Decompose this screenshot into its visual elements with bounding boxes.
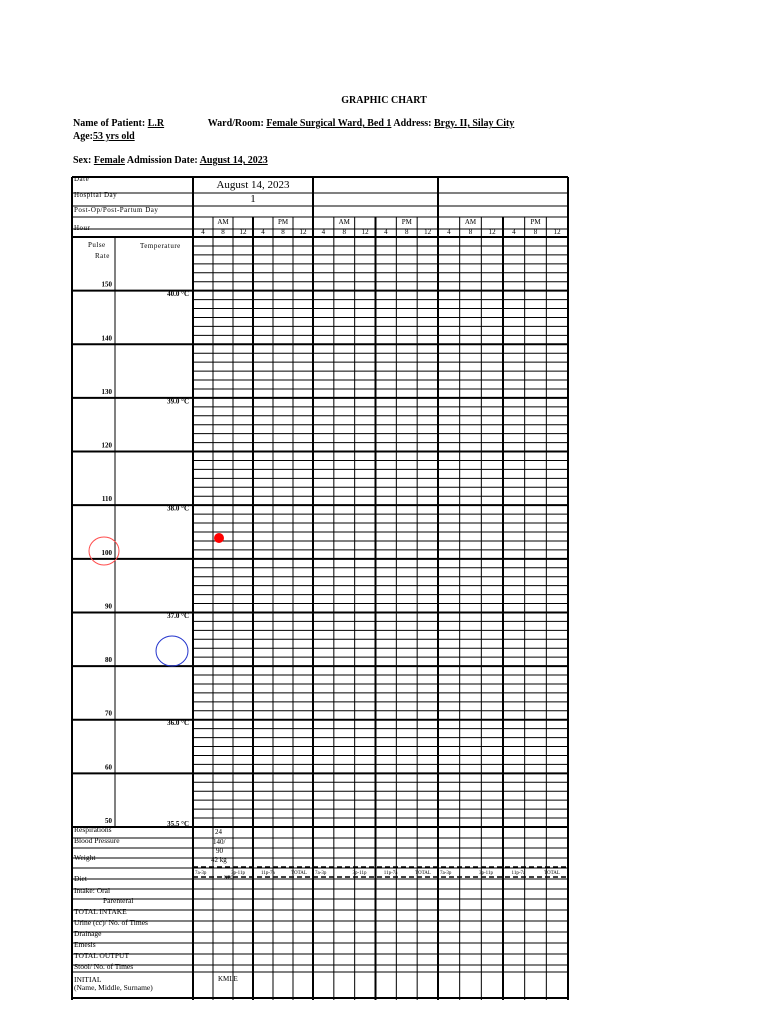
hour-tick-label: 4	[447, 228, 451, 236]
pulse-label: Pulse	[88, 241, 106, 249]
weight-value: 42 kg	[211, 856, 227, 864]
hour-tick-label: 8	[281, 228, 285, 236]
hour-tick-label: 12	[553, 228, 561, 236]
parenteral-label: Parenteral	[103, 896, 134, 905]
pm-label: PM	[530, 218, 541, 226]
shift-label: 11p-7a	[511, 871, 526, 876]
ward-label: Ward/Room:	[207, 118, 264, 129]
shift-label: 7a-3p	[440, 871, 452, 876]
temperature-label: Temperature	[140, 242, 181, 250]
address-label: Address:	[393, 118, 432, 129]
initial-sublabel: (Name, Middle, Surname)	[74, 983, 153, 992]
hour-tick-label: 4	[321, 228, 326, 236]
shift-label: 7a-3p	[315, 871, 327, 876]
age-label: Age:	[73, 131, 93, 142]
date-value: August 14, 2023	[216, 179, 290, 191]
bp-value-diastolic: 90	[216, 847, 223, 855]
hour-tick-label: 4	[261, 228, 265, 236]
shift-label: 7a-3p	[195, 871, 207, 876]
hour-tick-label: 8	[221, 228, 225, 236]
temperature-tick-label: 39.0 °C	[167, 397, 189, 406]
address-value: Brgy. II, Silay City	[434, 118, 515, 129]
hour-tick-label: 8	[533, 228, 538, 236]
blood-pressure-label: Blood Pressure	[74, 836, 120, 845]
pulse-tick-label: 70	[105, 709, 112, 718]
shift-label: 3p-11p	[352, 871, 367, 876]
temperature-37-circle	[156, 636, 188, 666]
hour-tick-label: 12	[424, 228, 432, 236]
pulse-tick-label: 60	[105, 763, 112, 772]
age-value: 53 yrs old	[93, 131, 135, 142]
temperature-tick-label: 37.0 °C	[167, 611, 189, 620]
hospital-day-label: Hospital Day	[74, 191, 118, 199]
am-label: AM	[338, 218, 350, 226]
date-label: Date	[74, 175, 90, 183]
urine-label: Urine (cc)/ No. of Times	[74, 918, 148, 927]
resp-value: 24	[215, 828, 222, 836]
hour-tick-label: 12	[239, 228, 247, 236]
diet-value: NPO	[224, 876, 235, 881]
respirations-label: Respirations	[74, 825, 112, 834]
pulse-tick-label: 80	[105, 656, 112, 665]
pm-label: PM	[401, 218, 412, 226]
rate-label: Rate	[95, 252, 110, 260]
patient-name: L.R	[147, 118, 165, 129]
patient-name-label: Name of Patient:	[73, 118, 146, 129]
pulse-tick-label: 140	[101, 334, 112, 343]
shift-label: TOTAL	[544, 871, 560, 876]
temperature-tick-label: 36.0 °C	[167, 719, 189, 728]
pulse-tick-label: 90	[105, 602, 112, 611]
stool-label: Stool/ No. of Times	[74, 962, 134, 971]
temperature-tick-label: 40.0 °C	[167, 290, 189, 298]
intake-oral-label: Intake: Oral	[74, 886, 111, 895]
hour-label: Hour	[74, 224, 91, 232]
emesis-label: Emesis	[74, 940, 96, 949]
hour-tick-label: 4	[512, 228, 516, 236]
shift-label: TOTAL	[291, 871, 307, 876]
total-intake-label: TOTAL INTAKE	[74, 907, 127, 916]
pulse-reading-dot	[214, 533, 224, 543]
hour-tick-label: 12	[361, 228, 369, 236]
am-label: AM	[464, 218, 477, 226]
sex-label: Sex:	[73, 155, 92, 166]
pulse-tick-label: 130	[101, 387, 112, 396]
temperature-tick-label: 35.5 °C	[167, 820, 189, 828]
ward-value: Female Surgical Ward, Bed 1	[266, 118, 392, 129]
hospital-day-value: 1	[250, 193, 256, 205]
page-title: GRAPHIC CHART	[341, 95, 427, 106]
hour-tick-label: 4	[384, 228, 388, 236]
hour-tick-label: 12	[488, 228, 496, 236]
total-output-label: TOTAL OUTPUT	[74, 951, 130, 960]
diet-label: Diet	[74, 874, 87, 883]
pulse-tick-label: 120	[101, 441, 112, 450]
shift-label: 11p-7a	[383, 871, 398, 876]
pulse-tick-label: 150	[101, 280, 112, 289]
shift-label: TOTAL	[415, 871, 431, 876]
admission-value: August 14, 2023	[199, 155, 268, 166]
sex-value: Female	[93, 155, 125, 166]
bp-value-systolic: 140/	[213, 838, 226, 846]
am-label: AM	[217, 218, 229, 226]
initial-label: INITIAL	[74, 975, 102, 984]
weight-label: Weight	[74, 853, 96, 862]
hour-tick-label: 8	[468, 228, 473, 236]
initial-value: KMLE	[218, 975, 238, 983]
pulse-tick-label: 50	[105, 817, 112, 825]
shift-label: 3p-11p	[479, 871, 493, 876]
hour-tick-label: 12	[299, 228, 307, 236]
pulse-tick-label: 110	[101, 495, 112, 504]
hour-tick-label: 8	[405, 228, 409, 236]
shift-label: 3p-11p	[231, 871, 245, 876]
pm-label: PM	[277, 218, 289, 226]
hour-tick-label: 8	[342, 228, 346, 236]
shift-label: 11p-7a	[261, 871, 275, 876]
postop-label: Post-Op/Post-Partum Day	[74, 206, 159, 214]
drainage-label: Drainage	[74, 929, 102, 938]
hour-tick-label: 4	[201, 228, 205, 236]
pulse-tick-label: 100	[101, 548, 112, 557]
temperature-tick-label: 38.0 °C	[167, 504, 189, 513]
admission-label: Admission Date:	[126, 155, 198, 166]
